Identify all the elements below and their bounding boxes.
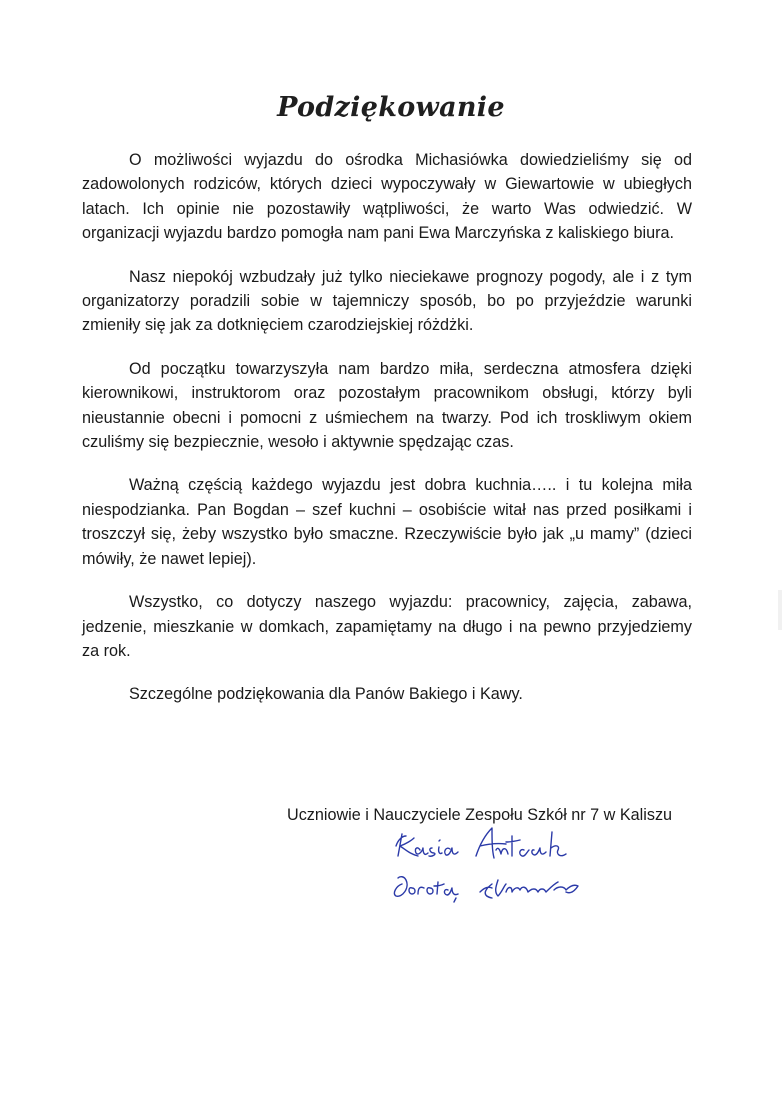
document-title: Podziękowanie [277, 92, 505, 123]
signature-drawing [388, 826, 608, 906]
special-thanks: Szczególne podziękowania dla Panów Bakiego i Kawy. [129, 685, 523, 704]
signature-1-first-name [396, 834, 458, 856]
paragraph-2: Nasz niepokój wzbudzały już tylko nieciekawe prognozy pogody, ale i z tym organizatorzy poradzili sobie w tajemniczy sposób, bo po przyjeździe warunki zmieniły się jak za dotknięciem czarodziejskiej różdżki. [82, 267, 692, 335]
handwritten-signatures [388, 826, 608, 906]
paragraph-5: Wszystko, co dotyczy naszego wyjazdu: pracownicy, zajęcia, zabawa, jedzenie, mieszkanie w domkach, zapamiętamy na długo i na pewno przyjedziemy za rok. [82, 593, 692, 660]
scan-edge-mark [778, 590, 782, 630]
signed-by: Uczniowie i Nauczyciele Zespołu Szkół nr 7 w Kaliszu [287, 806, 673, 824]
signature-2-last-name [480, 880, 578, 898]
paragraph-1: O możliwości wyjazdu do ośrodka Michasiówka dowiedzieliśmy się od zadowolonych rodziców, których dzieci wypoczywały w Giewartowie w ubiegłych latach. Ich opinie nie pozostawiły wątpliwości, że warto Was odwiedzić. W organizacji wyjazdu bardzo pomogła nam pani Ewa Marczyńska z kaliskiego biura. [82, 151, 692, 243]
paragraph-3: Od początku towarzyszyła nam bardzo miła, serdeczna atmosfera dzięki kierownikowi, instruktorom oraz pozostałym pracownikom obsługi, którzy byli nieustannie obecni i pomocni z uśmiechem na twarzy. Pod ich troskliwym okiem czuliśmy się bezpiecznie, wesoło i aktywnie spędzając czas. [82, 359, 692, 452]
letter-body [82, 148, 692, 707]
signature-1-last-name [476, 828, 566, 858]
paragraph-4: Ważną częścią każdego wyjazdu jest dobra kuchnia….. i tu kolejna miła niespodzianka. Pan Bogdan – szef kuchni – osobiście witał nas przed posiłkami i troszczył się, żeby wszystko było smaczne. Rzeczywiście było jak „u mamy” (dzieci mówiły, że nawet lepiej). [82, 476, 692, 568]
signature-2-first-name [394, 877, 458, 902]
